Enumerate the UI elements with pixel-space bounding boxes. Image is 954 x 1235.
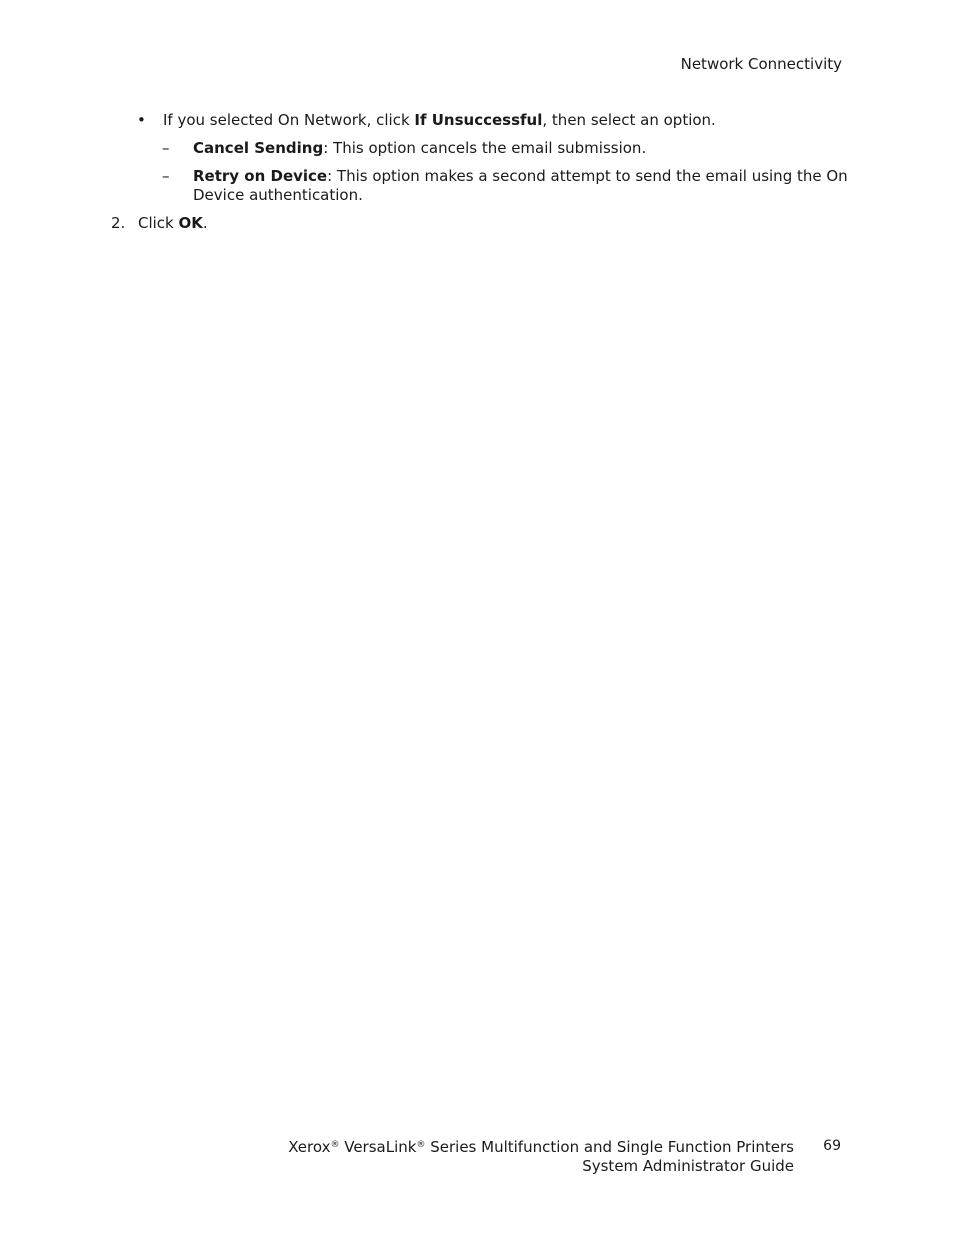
bullet-text-suffix: , then select an option. xyxy=(542,111,716,129)
dash-marker: – xyxy=(162,167,170,185)
footer-brand: Xerox xyxy=(288,1138,331,1156)
section-title: Network Connectivity xyxy=(680,55,842,73)
page-footer xyxy=(288,1138,794,1176)
step-text-suffix: . xyxy=(202,214,208,232)
step-text-prefix: Click xyxy=(138,214,179,232)
step-text-bold: OK xyxy=(178,214,203,232)
option-name: Cancel Sending xyxy=(193,139,324,157)
step-number: 2. xyxy=(111,214,126,232)
footer-line-2: System Administrator Guide xyxy=(582,1157,794,1175)
option-name: Retry on Device xyxy=(193,167,328,185)
bullet-item-if-unsuccessful xyxy=(137,111,716,130)
running-header xyxy=(681,55,842,74)
footer-product: VersaLink xyxy=(344,1138,417,1156)
registered-mark: ® xyxy=(416,1140,426,1150)
bullet-marker: • xyxy=(137,111,146,129)
option-description-line1: : This option makes a second attempt to send the email using the On xyxy=(327,167,848,185)
option-item-cancel-sending xyxy=(162,139,647,158)
footer-line-1 xyxy=(288,1138,794,1157)
option-line-1 xyxy=(193,167,848,186)
page-number: 69 xyxy=(823,1138,841,1154)
bullet-text-prefix: If you selected On Network, click xyxy=(163,111,415,129)
option-item-retry-on-device xyxy=(162,167,848,205)
step-item-click-ok xyxy=(111,214,208,233)
option-description: : This option cancels the email submission. xyxy=(323,139,647,157)
registered-mark: ® xyxy=(330,1140,340,1150)
option-description-line2: Device authentication. xyxy=(193,186,363,204)
footer-line1-rest: Series Multifunction and Single Function Printers xyxy=(430,1138,794,1156)
bullet-text-bold: If Unsuccessful xyxy=(414,111,543,129)
dash-marker: – xyxy=(162,139,170,157)
